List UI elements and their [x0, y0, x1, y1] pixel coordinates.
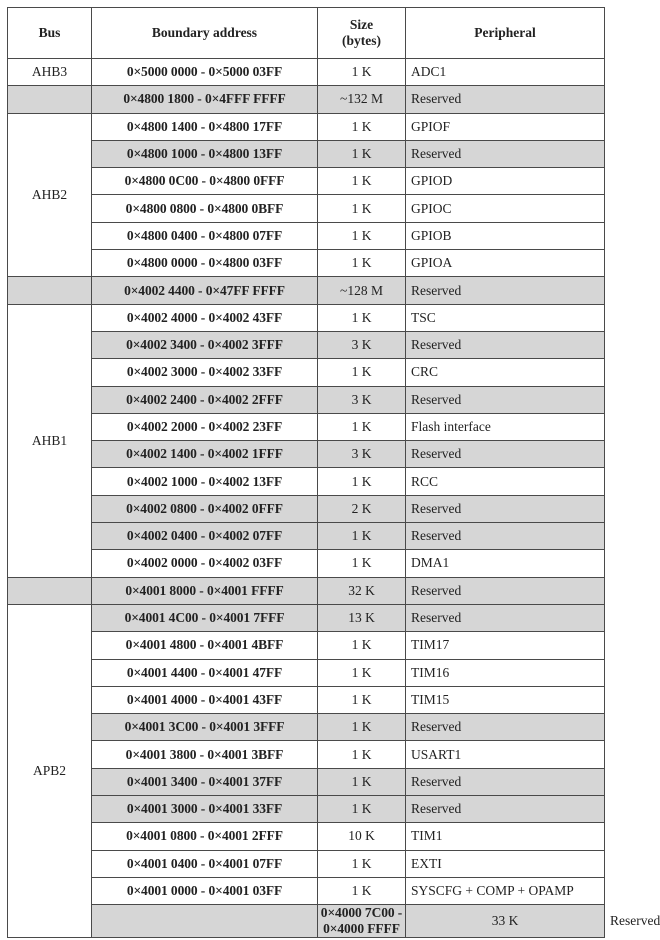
peripheral-cell: Reserved [406, 604, 605, 631]
size-cell: 1 K [318, 768, 406, 795]
table-row [8, 686, 605, 713]
table-row [8, 386, 605, 413]
table-row [8, 850, 605, 877]
address-cell: 0×4001 3800 - 0×4001 3BFF [92, 741, 318, 768]
table-row [8, 550, 605, 577]
size-cell: ~128 M [318, 277, 406, 304]
address-cell: 0×4001 3400 - 0×4001 37FF [92, 768, 318, 795]
size-cell: ~132 M [318, 86, 406, 113]
bus-cell [8, 277, 92, 304]
peripheral-cell: Reserved [406, 523, 605, 550]
peripheral-cell: TIM15 [406, 686, 605, 713]
peripheral-cell: Reserved [406, 386, 605, 413]
peripheral-cell: Reserved [406, 277, 605, 304]
peripheral-cell: TIM17 [406, 632, 605, 659]
table-row [8, 222, 605, 249]
size-cell: 3 K [318, 386, 406, 413]
address-cell: 0×4800 1400 - 0×4800 17FF [92, 113, 318, 140]
address-cell: 0×4001 0400 - 0×4001 07FF [92, 850, 318, 877]
table-row [8, 59, 605, 86]
table-row [8, 277, 605, 304]
address-cell: 0×4800 0C00 - 0×4800 0FFF [92, 168, 318, 195]
size-cell: 10 K [318, 823, 406, 850]
size-cell: 2 K [318, 495, 406, 522]
bus-cell: AHB1 [8, 304, 92, 577]
peripheral-cell: Reserved [406, 577, 605, 604]
size-cell: 1 K [318, 523, 406, 550]
size-cell: 3 K [318, 331, 406, 358]
table-row [8, 86, 605, 113]
header-bus: Bus [8, 8, 92, 59]
size-cell: 1 K [318, 195, 406, 222]
table-row [8, 140, 605, 167]
peripheral-cell: GPIOD [406, 168, 605, 195]
size-cell: 1 K [318, 741, 406, 768]
bus-cell [8, 86, 92, 113]
address-cell: 0×4001 4000 - 0×4001 43FF [92, 686, 318, 713]
address-cell: 0×4002 2400 - 0×4002 2FFF [92, 386, 318, 413]
size-cell: 1 K [318, 468, 406, 495]
size-cell: 1 K [318, 59, 406, 86]
table-row [8, 604, 605, 631]
peripheral-cell: DMA1 [406, 550, 605, 577]
table-row [8, 359, 605, 386]
peripheral-cell: SYSCFG + COMP + OPAMP [406, 877, 605, 904]
table-row [8, 714, 605, 741]
size-cell: 3 K [318, 441, 406, 468]
peripheral-cell: Reserved [406, 331, 605, 358]
bus-cell: AHB2 [8, 113, 92, 277]
header-size-line2: (bytes) [342, 33, 381, 48]
peripheral-cell: GPIOA [406, 250, 605, 277]
size-cell: 13 K [318, 604, 406, 631]
peripheral-cell: CRC [406, 359, 605, 386]
size-cell: 1 K [318, 877, 406, 904]
table-row [8, 250, 605, 277]
header-size [318, 8, 406, 59]
peripheral-cell: GPIOF [406, 113, 605, 140]
table-row [8, 768, 605, 795]
size-cell: 1 K [318, 796, 406, 823]
address-cell: 0×4002 0000 - 0×4002 03FF [92, 550, 318, 577]
address-cell: 0×4002 1000 - 0×4002 13FF [92, 468, 318, 495]
table-row [8, 577, 605, 604]
size-cell: 1 K [318, 850, 406, 877]
peripheral-cell: Flash interface [406, 413, 605, 440]
size-cell: 1 K [318, 686, 406, 713]
size-cell: 1 K [318, 250, 406, 277]
table-row [8, 659, 605, 686]
size-cell: 1 K [318, 714, 406, 741]
address-cell: 0×4800 1800 - 0×4FFF FFFF [92, 86, 318, 113]
peripheral-cell: ADC1 [406, 59, 605, 86]
peripheral-cell: Reserved [406, 796, 605, 823]
table-row [8, 523, 605, 550]
peripheral-cell: Reserved [406, 441, 605, 468]
size-cell: 32 K [318, 577, 406, 604]
address-cell: 0×4800 0400 - 0×4800 07FF [92, 222, 318, 249]
table-body [8, 59, 660, 938]
table-row [8, 195, 605, 222]
size-cell: 1 K [318, 168, 406, 195]
header-address: Boundary address [92, 8, 318, 59]
address-cell: 0×4002 2000 - 0×4002 23FF [92, 413, 318, 440]
header-peripheral: Peripheral [406, 8, 605, 59]
address-cell: 0×4002 0800 - 0×4002 0FFF [92, 495, 318, 522]
table-row [8, 632, 605, 659]
table-row [8, 441, 605, 468]
address-cell: 0×4800 1000 - 0×4800 13FF [92, 140, 318, 167]
table-row [8, 823, 605, 850]
address-cell: 0×4002 3000 - 0×4002 33FF [92, 359, 318, 386]
peripheral-cell: TIM1 [406, 823, 605, 850]
table-row [8, 413, 605, 440]
table-row [8, 168, 605, 195]
address-cell: 0×4001 3C00 - 0×4001 3FFF [92, 714, 318, 741]
table-row [8, 877, 605, 904]
peripheral-cell: GPIOC [406, 195, 605, 222]
peripheral-cell: Reserved [406, 714, 605, 741]
address-cell: 0×4002 4000 - 0×4002 43FF [92, 304, 318, 331]
table-row [8, 741, 605, 768]
address-cell: 0×4002 3400 - 0×4002 3FFF [92, 331, 318, 358]
address-cell: 0×4001 4400 - 0×4001 47FF [92, 659, 318, 686]
table-row [8, 331, 605, 358]
address-cell: 0×4800 0800 - 0×4800 0BFF [92, 195, 318, 222]
address-cell: 0×4002 4400 - 0×47FF FFFF [92, 277, 318, 304]
size-cell: 1 K [318, 359, 406, 386]
table-row [8, 796, 605, 823]
peripheral-cell: TIM16 [406, 659, 605, 686]
bus-cell [8, 577, 92, 604]
table-row [8, 468, 605, 495]
peripheral-cell: Reserved [406, 86, 605, 113]
memory-map [7, 7, 660, 938]
size-cell: 1 K [318, 222, 406, 249]
address-cell: 0×4001 4C00 - 0×4001 7FFF [92, 604, 318, 631]
address-cell: 0×4001 0000 - 0×4001 03FF [92, 877, 318, 904]
peripheral-cell: Reserved [406, 768, 605, 795]
address-cell: 0×4002 0400 - 0×4002 07FF [92, 523, 318, 550]
size-cell: 1 K [318, 304, 406, 331]
table-row: 0×4000 7C00 - 0×4000 FFFF 33 K Reserved [8, 905, 605, 938]
peripheral-cell: GPIOB [406, 222, 605, 249]
address-cell: 0×4001 3000 - 0×4001 33FF [92, 796, 318, 823]
size-cell: 1 K [318, 413, 406, 440]
address-cell: 0×4000 7C00 - 0×4000 FFFF [318, 905, 406, 938]
address-cell: 0×4001 8000 - 0×4001 FFFF [92, 577, 318, 604]
peripheral-cell: TSC [406, 304, 605, 331]
peripheral-cell: EXTI [406, 850, 605, 877]
address-cell: 0×5000 0000 - 0×5000 03FF [92, 59, 318, 86]
table-row [8, 113, 605, 140]
peripheral-cell: Reserved [406, 495, 605, 522]
size-cell: 1 K [318, 113, 406, 140]
address-cell: 0×4001 0800 - 0×4001 2FFF [92, 823, 318, 850]
address-cell: 0×4002 1400 - 0×4002 1FFF [92, 441, 318, 468]
address-cell: 0×4001 4800 - 0×4001 4BFF [92, 632, 318, 659]
size-cell: 1 K [318, 550, 406, 577]
size-cell: 1 K [318, 632, 406, 659]
table-row [8, 495, 605, 522]
size-cell: 1 K [318, 140, 406, 167]
bus-cell [92, 905, 318, 938]
table-row [8, 304, 605, 331]
address-cell: 0×4800 0000 - 0×4800 03FF [92, 250, 318, 277]
peripheral-cell: Reserved [406, 140, 605, 167]
peripheral-cell: RCC [406, 468, 605, 495]
peripheral-cell: USART1 [406, 741, 605, 768]
size-cell: 1 K [318, 659, 406, 686]
bus-cell: AHB3 [8, 59, 92, 86]
table-header-row [8, 8, 605, 59]
memory-map-table [7, 7, 660, 938]
size-cell: 33 K [406, 905, 605, 938]
header-size-line1: Size [349, 17, 374, 32]
bus-cell: APB2 [8, 604, 92, 937]
